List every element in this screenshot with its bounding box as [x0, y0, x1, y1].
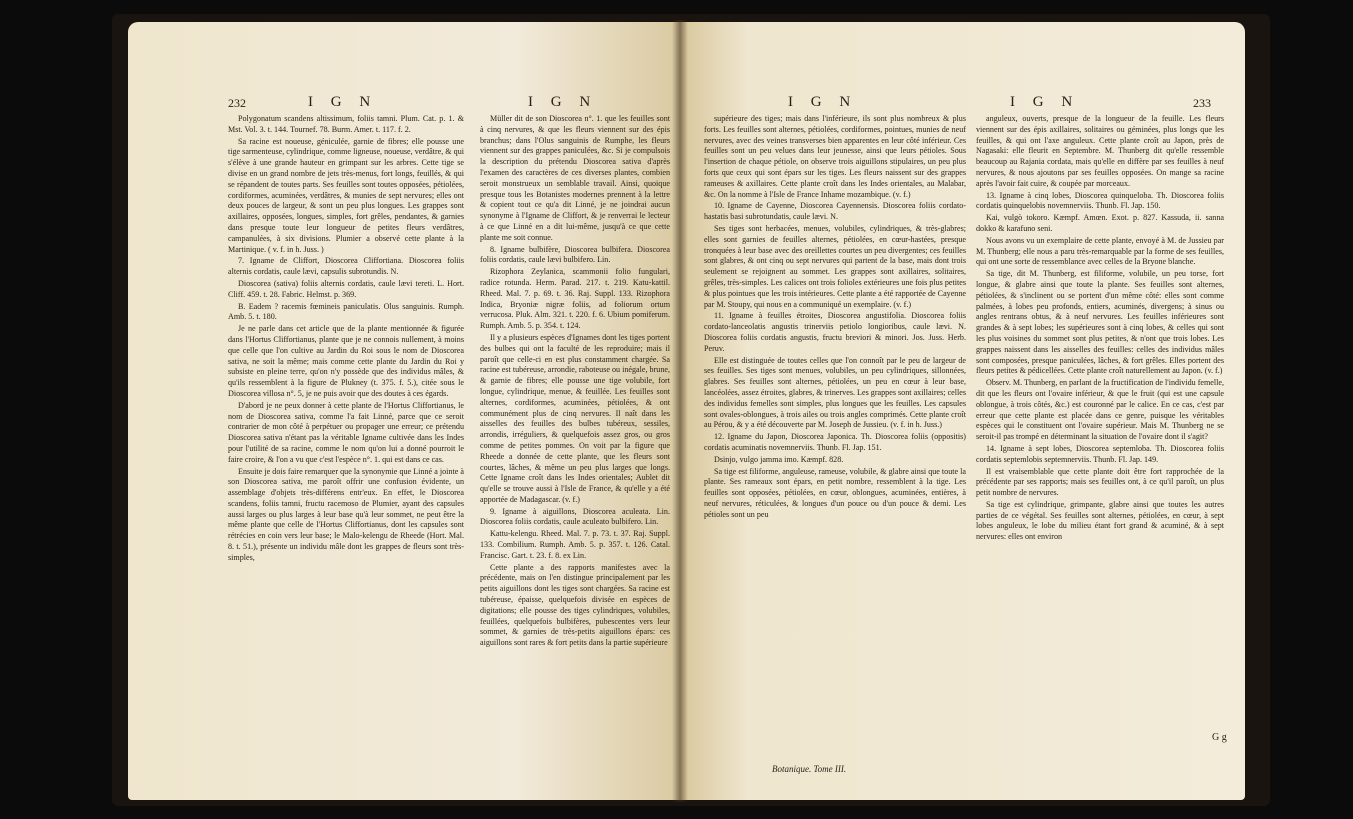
- paragraph: B. Eadem ? racemis fœmineis paniculatis. Olus sanguinis. Rumph. Amb. 5. t. 180.: [228, 301, 464, 322]
- left-page: [128, 22, 684, 800]
- paragraph: 10. Igname de Cayenne, Dioscorea Cayennensis. Dioscorea foliis cordato-hastatis basi subrotundatis, caule lævi. N.: [704, 201, 966, 222]
- page-number: 232: [228, 96, 246, 110]
- running-head: I G N: [528, 94, 598, 110]
- paragraph: Je ne parle dans cet article que de la plante mentionnée & figurée dans l'Hortus Cliffortianus, plante que je ne connois nullement, à moins que celle que l'on cultive au Jardin du Roi sous le nom de Dioscorea sativa, ne soit la même; mais comme cette plante du Jardin du Roi y subsiste en pleine terre, qu'on n'y possède que des individus mâles, & qu'ils ressemblent à la figure de Plukney (t. 375. f. 5.), citée sous le Dioscorea villosa n°. 5, je ne puis avoir que des doutes à ces égards.: [228, 324, 464, 398]
- paragraph: Nous avons vu un exemplaire de cette plante, envoyé à M. de Jussieu par M. Thunberg; elle nous a paru très-remarquable par la forme de ses feuilles, qui ont une sorte de ressemblance avec celles de la Bryone blanche.: [976, 235, 1224, 267]
- paragraph: Müller dit de son Dioscorea n°. 1. que les feuilles sont à cinq nervures, & que les fleurs viennent sur des épis branchus; dans l'Olus sanguinis de Rumphe, les fleurs viennent sur des grappes paniculées, &c. Si je compulsois la description du prétendu Dioscorea sativa d'après l'examen des caractères de ces diverses plantes, combien seroit monstrueux un semblable travail. Ainsi, quoique presque tous les Botanistes modernes prennent à la lettre & copient tout ce qu'a dit Linné, je ne joindrai aucun synonyme à l'Igname de Cliffort, & je renverrai le lecteur à ce que Linné en a dit lui-même, jusqu'à ce que cette plante me soit connue.: [480, 114, 670, 242]
- text-column: [228, 114, 464, 565]
- paragraph: Il est vraisemblable que cette plante doit être fort rapprochée de la précédente par ses rapports; mais ses feuilles ont, à ce qu'il paroît, un plus petit nombre de nervures.: [976, 466, 1224, 498]
- paragraph: Il y a plusieurs espèces d'Ignames dont les tiges portent des bulbes qui ont la faculté de les reproduire; mais il paroît que celle-ci en est plus constamment chargée. Sa racine est tubéreuse, arrondie, raboteuse ou inégale, brune, & garnie de fibres; elle pousse une tige volubile, fort longue, cylindrique, menue, & feuillée. Les feuilles sont alternes, cordiformes, acuminées, pétiolées, & ont communément plus de cinq nervures. Il naît dans les aisselles des feuilles des bulbes tubéreux, sessiles, arrondis, irréguliers, & quelquefois assez gros, ou gros comme de petites pommes. On voit par la figure que Rheede a donnée de cette plante, que les fleurs sont courtes, lâches, & même un peu plus larges que longs. Cette Igname croît dans les Indes orientales; Aublet dit qu'elle se trouve aussi à l'Isle de France, & qu'elle y a été apportée de Madagascar. (v. f.): [480, 332, 670, 504]
- paragraph: D'abord je ne peux donner à cette plante de l'Hortus Cliffortianus, le nom de Dioscorea sativa, comme l'a fait Linné, parce que ce seroit contrarier de mon côté à perpétuer ou propager une erreur; ce prétendu Dioscorea sativa n'étant pas la véritable Igname cultivée dans les Indes pour l'utilité de sa racine, comme le nom qu'on lui a donné pourroit le faire croire, & l'on a vu que c'est l'espèce n°. 1. qui est dans ce cas.: [228, 400, 464, 464]
- paragraph: 9. Igname à aiguillons, Dioscorea aculeata. Lin. Dioscorea foliis cordatis, caule aculeato bulbifero. Lin.: [480, 506, 670, 527]
- page-number: 233: [1193, 96, 1211, 110]
- paragraph: Cette plante a des rapports manifestes avec la précédente, mais on l'en distingue principalement par les petits aiguillons dont les tiges sont chargées. Sa racine est tubéreuse, épaisse, quelquefois divisée en espèces de digitations; elle pousse des tiges cylindriques, volubiles, feuillées, quelquefois bulbifères, pubescentes vers leur sommet, & garnies de très-petits aiguillons épars: ces aiguillons sont rares & fort petits dans la partie supérieure: [480, 562, 670, 648]
- paragraph: Sa racine est noueuse, géniculée, garnie de fibres; elle pousse une tige sarmenteuse, cylindrique, comme ligneuse, noueuse, verdâtre, & qui s'élève à une grande hauteur en grimpant sur les arbres. Cette tige se divise en un grand nombre de jets très-menus, fort longs, feuillés, & qui se répandent de toutes parts. Ses feuilles sont toutes opposées, pétiolées, cordiformes, acuminées, verdâtres, & munies de sept nervures; elles ont deux pouces de largeur, & sont un peu plus longues. Les grappes sont axillaires, opposées, longues, simples, fort grêles, pendantes, & garnies dans presque toute leur longueur de petites fleurs verdâtres, campanulées, à six divisions. Plumier a observé cette plante à la Martinique. ( v. f. in h. Juss. ): [228, 136, 464, 254]
- paragraph: Dioscorea (sativa) foliis alternis cordatis, caule lævi tereti. L. Hort. Cliff. 459. t. 28. Fabric. Helmst. p. 369.: [228, 278, 464, 299]
- paragraph: Kattu-kelengu. Rheed. Mal. 7. p. 73. t. 37. Raj. Suppl. 133. Combilium. Rumph. Amb. 5. p. 357. t. 126. Catal. Francisc. Gart. t. 23. f. 8. ex Lin.: [480, 529, 670, 560]
- text-column: [480, 114, 670, 650]
- paragraph: 11. Igname à feuilles étroites, Dioscorea angustifolia. Dioscorea foliis cordato-lanceolatis angustis trinerviis petiolo longioribus, caule lævi. N. Dioscorea foliis cordatis angustis, fructu breviori & minori. Jos. Juss. Herb. Peruv.: [704, 311, 966, 353]
- paragraph: 8. Igname bulbifère, Dioscorea bulbifera. Dioscorea foliis cordatis, caule lævi bulbifero. Lin.: [480, 244, 670, 265]
- signature-mark: G g: [1212, 732, 1227, 743]
- paragraph: Rizophora Zeylanica, scammonii folio fungulari, radice rotunda. Herm. Parad. 217. t. 219. Katu-kattil. Rheed. Mal. 7. p. 69. t. 36. Raj. Suppl. 133. Rizophora Indica, Bryoniæ nigræ foliis, ad foliorum ortum verrucosa. Pluk. Alm. 321. t. 220. f. 6. Ubium pomiferum. Rumph. Amb. 5. p. 354. t. 124.: [480, 267, 670, 331]
- paragraph: 14. Igname à sept lobes, Dioscorea septemloba. Th. Dioscorea foliis cordatis septemlobis septemnerviis. Thunb. Fl. Jap. 149.: [976, 443, 1224, 464]
- paragraph: 12. Igname du Japon, Dioscorea Japonica. Th. Dioscorea foliis (oppositis) cordatis acuminatis novemnerviis. Thunb. Fl. Jap. 151.: [704, 432, 966, 452]
- paragraph: Observ. M. Thunberg, en parlant de la fructification de l'individu femelle, dit que les fleurs ont l'ovaire inférieur, & que le fruit (qui est une capsule oblongue, à trois côtés, &c.) est couronné par le calice. En ce cas, c'est par erreur que cette plante est placée dans ce genre, puisque les véritables espèces qui le constituent ont l'ovaire supérieur. Mais M. Thunberg ne se seroit-il pas trompé en déterminant la situation de l'ovaire dont il s'agit?: [976, 378, 1224, 442]
- paragraph: Kai, vulgò tokoro. Kæmpf. Amœn. Exot. p. 827. Kassuda, ii. sanna dokko & karafuno seni.: [976, 213, 1224, 233]
- book-gutter: [672, 20, 688, 802]
- paragraph: Sa tige est cylindrique, grimpante, glabre ainsi que toutes les autres parties de ce végétal. Ses feuilles sont alternes, pétiolées, en cœur, à sept lobes anguleux, le lobe du milieu étant fort grand & acuminé, & à sept nervures: elles ont environ: [976, 499, 1224, 542]
- running-head: I G N: [788, 94, 858, 110]
- text-column: [976, 114, 1224, 544]
- paragraph: anguleux, ouverts, presque de la longueur de la feuille. Les fleurs viennent sur des épis axillaires, solitaires ou géminées, plus longs que les feuilles, & qui ont l'axe anguleux. Cette plante croît au Japon, près de Nagasaki: elle fleurit en Septembre. M. Thunberg dit qu'elle ressemble beaucoup au Rajania cordata, mais qu'elle en diffère par ses feuilles à neuf nervures, & nous ajoutons par ses feuilles opposées. On mange sa racine après l'avoir fait cuire, & coupée par morceaux.: [976, 114, 1224, 188]
- paragraph: Sa tige est filiforme, anguleuse, rameuse, volubile, & glabre ainsi que toute la plante. Ses rameaux sont épars, en petit nombre, ressemblent à la tige. Les feuilles sont opposées, pétiolées, en cœur, oblongues, acuminées, entières, à neuf nervures, réticulées, & longues d'un pouce ou d'un pouce & demi. Les pétioles sont un peu: [704, 466, 966, 519]
- paragraph: 13. Igname à cinq lobes, Dioscorea quinqueloba. Th. Dioscorea foliis cordatis quinquelobis novemnerviis. Thunb. Fl. Jap. 150.: [976, 190, 1224, 211]
- paragraph: Polygonatum scandens altissimum, foliis tamni. Plum. Cat. p. 1. & Mst. Vol. 3. t. 144. Tournef. 78. Burm. Amer. t. 117. f. 2.: [228, 114, 464, 134]
- paragraph: Ses tiges sont herbacées, menues, volubiles, cylindriques, & très-glabres; elles sont garnies de feuilles alternes, pétiolées, en cœur-hastées, presque tronquées à leur base avec des oreillettes courtes un peu divergentes; ces feuilles sont glabres, & ont cinq ou sept nervures qui partent de la base, mais dont trois seulement se rejoignent au sommet. Les grappes sont axillaires, solitaires, grêles, très-simples. Les calices ont trois folioles extérieures une fois plus petites & plus pointues que les trois intérieures. Cette plante a été rapportée de Cayenne par M. Stoupy, qui nous en a communiqué un exemplaire. (v. f.): [704, 223, 966, 309]
- paragraph: supérieure des tiges; mais dans l'inférieure, ils sont plus nombreux & plus forts. Les feuilles sont alternes, pétiolées, cordiformes, pointues, munies de neuf nervures, avec des veines transverses bien apparentes en leur côté inférieur. Ces feuilles sont un peu velues dans leur jeunesse, ainsi que leurs pétioles. Sous l'insertion de chaque pétiole, on observe trois aiguillons stipulaires, un peu plus forts que ceux qui sont épars sur les tiges. Les fleurs naissent sur des grappes rameuses & axillaires. Cette plante croît dans les Indes orientales, au Malabar, &c. On la nomme à l'Isle de France Inhame mozambique. (v. f.): [704, 114, 966, 199]
- text-column: [704, 114, 966, 521]
- paragraph: Dsinjo, vulgo jamma imo. Kæmpf. 828.: [714, 454, 844, 464]
- right-page: [680, 22, 1245, 800]
- paragraph: 7. Igname de Cliffort, Dioscorea Cliffortiana. Dioscorea foliis alternis cordatis, caule lævi, capsulis subrotundis. N.: [228, 256, 464, 277]
- footer-title: Botanique. Tome III.: [772, 764, 847, 774]
- running-head: I G N: [1010, 94, 1080, 110]
- paragraph: Elle est distinguée de toutes celles que l'on connoît par le peu de largeur de ses feuilles. Ses tiges sont menues, volubiles, un peu cylindriques, sillonnées, glabres. Ses feuilles sont alternes, pétiolées, un peu en cœur à leur base, lancéolées, assez étroites, glabres, & trinerves. Les grappes sont axillaires; celles des individus femelles sont simples, plus longues que les feuilles. Les capsules sont ovales-oblongues, à trois ailes ou trois angles comprimés. Cette plante croît au Pérou, & y a été découverte par M. Joseph de Jussieu. (v. f. in h. Juss.): [704, 355, 966, 430]
- paragraph: Ensuite je dois faire remarquer que la synonymie que Linné a jointe à son Dioscorea sativa, me paroît offrir une confusion évidente, un assemblage d'objets très-différens entr'eux. En effet, le Dioscorea scandens, foliis tamni, fructu racemoso de Plumier, ayant des capsules aussi larges ou plus larges à leur base qu'à leur sommet, ne peut être la même plante que celle de l'Hortus Cliffortianus, dont les capsules sont rétrécies en coin vers leur base; le Malo-kelengu de Rheede (Hort. Mal. 8. t. 51.), présente un individu mâle dont les grappes de fleurs sont très-simples,: [228, 466, 464, 562]
- paragraph: Sa tige, dit M. Thunberg, est filiforme, volubile, un peu torse, fort longue, & glabre ainsi que toute la plante. Ses feuilles sont alternes, pétiolées, & s'inclinent ou se portent d'un même côté: elles sont comme palmées, à lobes peu profonds, entiers, acuminés, divergens; à sinus ou angles rentrans obtus, & à neuf nervures. Les feuilles inférieures sont grandes & à sept lobes; les supérieures sont à cinq lobes, & celles qui sont les plus voisines du sommet sont plus petites, & n'ont que trois lobes. Les grappes naissent dans les aisselles des feuilles: celles des individus mâles sont composées, presque paniculées, lâches, & fort grêles. Elles portent des fleurs petites & pédicellées. Cette plante croît naturellement au Japon. (v. f.): [976, 269, 1224, 376]
- running-head: I G N: [308, 94, 378, 110]
